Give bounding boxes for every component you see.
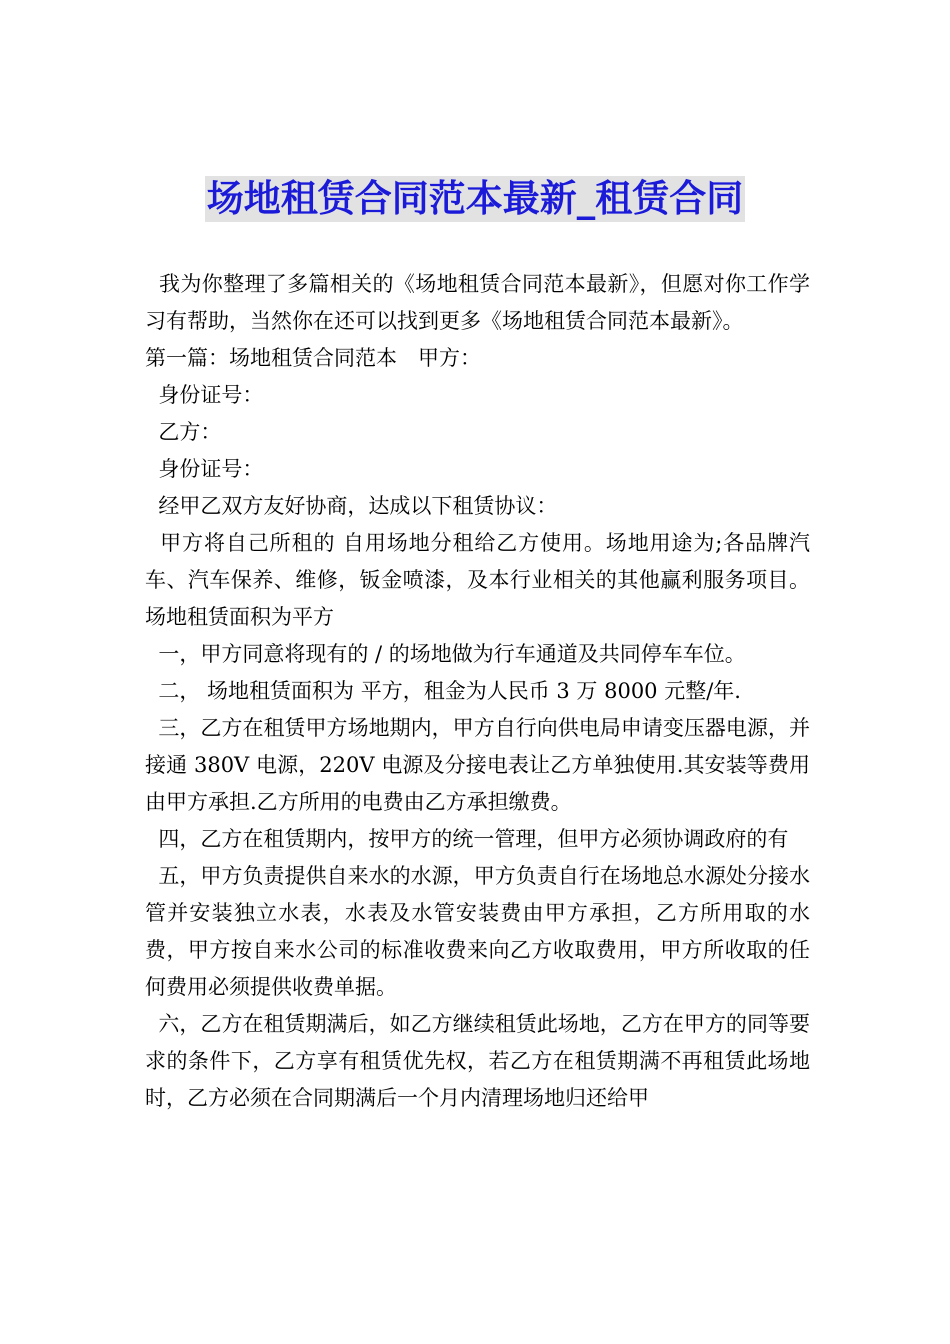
paragraph-clause-1: 一，甲方同意将现有的 / 的场地做为行车通道及共同停车车位。: [145, 642, 746, 666]
paragraph-party-b-id: 身份证号：: [145, 457, 264, 481]
paragraph-party-b: 乙方：: [145, 420, 222, 444]
paragraph-clause-4: 四，乙方在租赁期内，按甲方的统一管理，但甲方必须协调政府的有: [145, 827, 789, 851]
paragraph-clause-5: 五，甲方负责提供自来水的水源，甲方负责自行在场地总水源处分接水管并安装独立水表，水表及水管安装费由甲方承担，乙方所用取的水费，甲方按自来水公司的标准收费来向乙方收取费用，甲方所收取的任何费用必须提供收费单据。: [145, 864, 810, 999]
title-container: [0, 176, 950, 222]
paragraph-section-one-heading: 第一篇：场地租赁合同范本 甲方：: [145, 346, 481, 370]
document-body: [145, 266, 810, 1117]
paragraph-clause-3: 三，乙方在租赁甲方场地期内，甲方自行向供电局申请变压器电源，并接通 380V 电源，220V 电源及分接电表让乙方单独使用.其安装等费用由甲方承担.乙方所用的电费由乙方承担缴费。: [145, 716, 810, 814]
paragraph-party-a-id: 身份证号：: [145, 383, 264, 407]
paragraph-clause-2: 二， 场地租赁面积为 平方，租金为人民币 3 万 8000 元整/年.: [145, 679, 741, 703]
paragraph-intro: 我为你整理了多篇相关的《场地租赁合同范本最新》，但愿对你工作学习有帮助，当然你在还可以找到更多《场地租赁合同范本最新》。: [145, 272, 810, 333]
paragraph-site-usage: 甲方将自己所租的 自用场地分租给乙方使用。场地用途为;各品牌汽车、汽车保养、维修，钣金喷漆，及本行业相关的其他赢利服务项目。场地租赁面积为平方: [145, 531, 810, 629]
paragraph-clause-6: 六，乙方在租赁期满后，如乙方继续租赁此场地，乙方在甲方的同等要求的条件下，乙方享有租赁优先权，若乙方在租赁期满不再租赁此场地时，乙方必须在合同期满后一个月内清理场地归还给甲: [145, 1012, 810, 1110]
document-title: 场地租赁合同范本最新_租赁合同: [206, 177, 744, 220]
paragraph-agreement-intro: 经甲乙双方友好协商，达成以下租赁协议：: [145, 494, 558, 518]
